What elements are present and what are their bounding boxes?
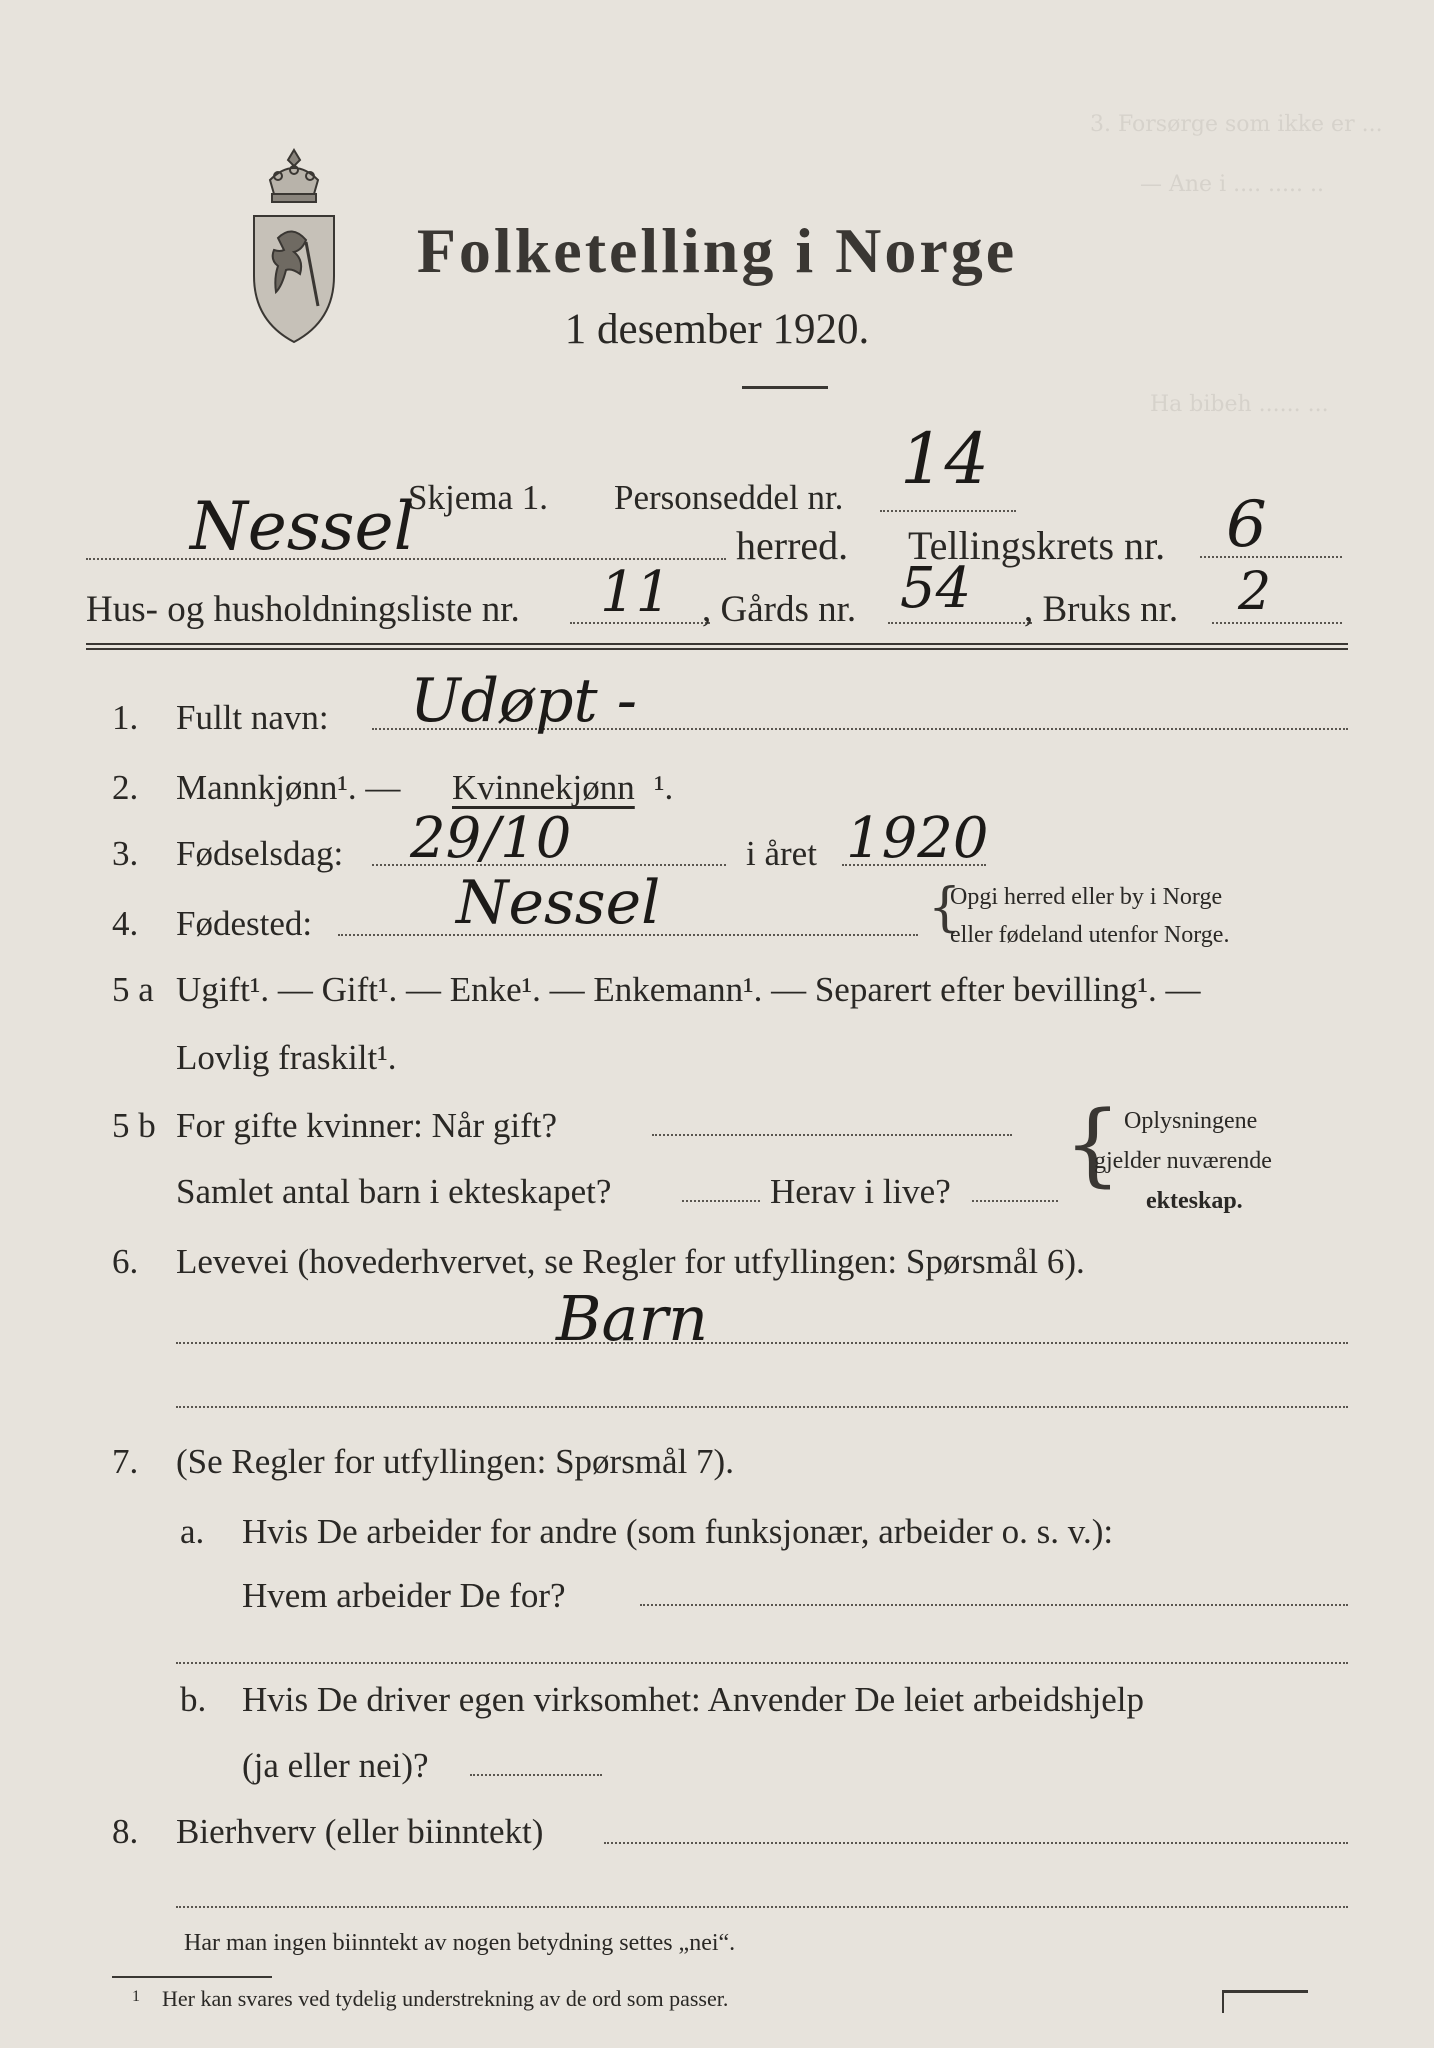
q6-value[interactable]: Barn [556,1282,709,1355]
schema-label: Skjema 1. [408,478,548,517]
q7b-line2: (ja eller nei)? [242,1746,429,1785]
bruks-value[interactable]: 2 [1238,562,1272,622]
title-rule [742,386,828,389]
q6-number: 6. [112,1242,139,1281]
q7a-line2: Hvem arbeider De for? [242,1576,566,1615]
q5b-brace-icon: { [1064,1092,1122,1197]
person-number-value[interactable]: 14 [900,418,990,500]
stamp-mark [1222,1990,1308,2013]
q5b-alive-label: Herav i live? [770,1172,951,1211]
header-rule [86,643,1348,645]
krets-line [1200,556,1342,558]
q3-date-value[interactable]: 29/10 [410,806,572,871]
q5b-line1-label: For gifte kvinner: Når gift? [176,1106,558,1145]
q4-note-line2: eller fødeland utenfor Norge. [950,922,1230,948]
q4-number: 4. [112,904,139,943]
q1-label: Fullt navn: [176,698,329,737]
q1-value[interactable]: Udøpt - [410,666,637,736]
q7a-line [640,1604,1348,1606]
q3-year-label: i året [746,834,817,873]
bruks-line [1212,622,1342,624]
hus-label: Hus- og husholdningsliste nr. [86,589,520,630]
q8-line-2 [176,1906,1348,1908]
q3-year-value[interactable]: 1920 [846,806,989,871]
bruks-label: , Bruks nr. [1024,589,1179,630]
q5b-married-line [652,1134,1012,1136]
q6-label: Levevei (hovederhvervet, se Regler for utfyllingen: Spørsmål 6). [176,1242,1085,1281]
gards-label: , Gårds nr. [702,589,857,630]
gards-line [888,622,1032,624]
q4-label: Fødested: [176,904,313,943]
q1-number: 1. [112,698,139,737]
bleed-through-text: — Ane i .... ..... .. [1140,172,1325,197]
q7a-line-2 [176,1662,1348,1664]
q5b-number: 5 b [112,1106,156,1145]
q5b-note-line3: ekteskap. [1146,1188,1243,1214]
census-date: 1 desember 1920. [564,306,870,353]
krets-label: Tellingskrets nr. [908,523,1166,568]
q5b-children-label: Samlet antal barn i ekteskapet? [176,1172,612,1211]
q3-label: Fødselsdag: [176,834,344,873]
q6-line-2 [176,1406,1348,1408]
q5b-alive-line [972,1200,1058,1202]
footer-note: Har man ingen biinntekt av nogen betydning settes „nei“. [184,1930,736,1956]
footnote-text: Her kan svares ved tydelig understrekning av de ord som passer. [162,1986,729,2011]
footnote-mark: 1 [132,1988,140,2005]
footnote-rule [112,1976,272,1978]
header-rule [86,648,1348,650]
q4-brace-icon: { [928,878,962,938]
q5a-options-line2[interactable]: Lovlig fraskilt¹. [176,1038,397,1077]
q2-number: 2. [112,768,139,807]
krets-value[interactable]: 6 [1226,488,1267,562]
q8-label: Bierhverv (eller biinntekt) [176,1812,544,1851]
q8-line [604,1842,1348,1844]
bleed-through-text: Ha bibeh ...... ... [1150,392,1329,417]
q4-note-line1: Opgi herred eller by i Norge [950,884,1223,910]
bleed-through-text: 3. Forsørge som ikke er ... [1090,112,1383,137]
q4-value[interactable]: Nessel [456,868,661,938]
q5b-note-line1: Oplysningene [1124,1108,1258,1134]
q2-female-suffix: ¹. [654,768,674,807]
q5a-options[interactable]: Ugift¹. — Gift¹. — Enke¹. — Enkemann¹. — Separert efter bevilling¹. — [176,970,1201,1009]
q6-line [176,1342,1348,1344]
q3-number: 3. [112,834,139,873]
q5b-children-line [682,1200,760,1202]
herred-label: herred. [736,523,849,568]
gards-value[interactable]: 54 [900,556,972,621]
person-number-line [880,510,1016,512]
q7b-letter: b. [180,1680,207,1719]
q7b-line1: Hvis De driver egen virksomhet: Anvender De leiet arbeidshjelp [242,1680,1144,1719]
q8-number: 8. [112,1812,139,1851]
q2-female-option[interactable]: Kvinnekjønn [452,768,635,807]
q5a-number: 5 a [112,970,154,1009]
q7a-line1: Hvis De arbeider for andre (som funksjonær, arbeider o. s. v.): [242,1512,1114,1551]
q7-number: 7. [112,1442,139,1481]
person-number-label: Personseddel nr. [614,478,844,517]
q5b-note-line2: gjelder nuværende [1094,1148,1272,1174]
hus-value[interactable]: 11 [600,560,672,625]
q7b-line [470,1774,602,1776]
herred-value[interactable]: Nessel [190,488,415,565]
q7-label: (Se Regler for utfyllingen: Spørsmål 7). [176,1442,734,1481]
q7a-letter: a. [180,1512,205,1551]
form-title: Folketelling i Norge [416,215,1018,286]
q2-male-option[interactable]: Mannkjønn¹. — [176,768,401,807]
